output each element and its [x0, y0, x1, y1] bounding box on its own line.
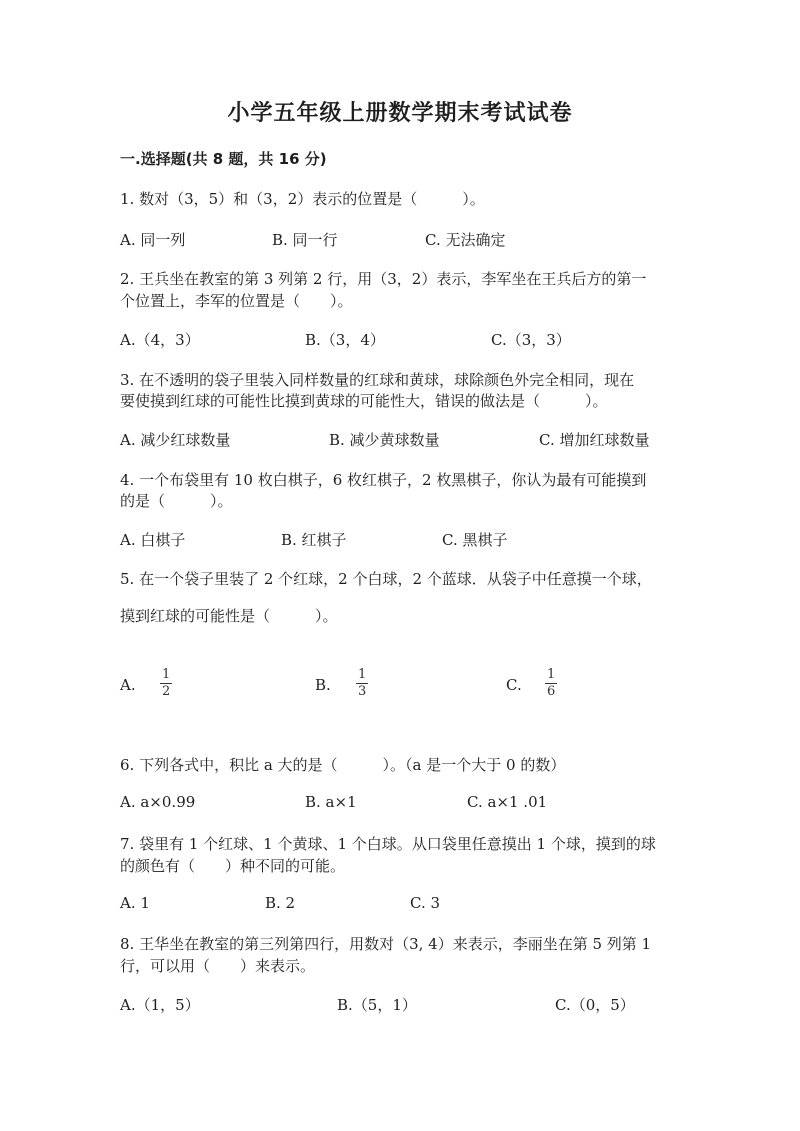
question-2-line-2: 个位置上，李军的位置是（ ）。: [120, 292, 353, 310]
question-5-option-b-label: B.: [315, 676, 331, 694]
question-5-option-c-label: C.: [506, 676, 522, 694]
question-5-option-c-fraction: [545, 668, 557, 699]
question-5-option-a-fraction: [160, 668, 172, 699]
question-8-option-a: A.（1，5）: [120, 996, 200, 1014]
question-3-option-b: B. 减少黄球数量: [329, 431, 440, 449]
question-7-option-c: C. 3: [410, 894, 441, 912]
fraction-numerator: 1: [162, 667, 171, 682]
question-6-option-c: C. a×1 .01: [467, 793, 548, 811]
question-5-option-a-label: A.: [120, 676, 136, 694]
question-5-line-2: 摸到红球的可能性是（ ）。: [120, 607, 338, 625]
question-8-line-1: 8. 王华坐在教室的第三列第四行，用数对（3, 4）来表示，李丽坐在第 5 列第 1: [120, 935, 652, 953]
fraction-numerator: 1: [547, 667, 556, 682]
question-4-line-2: 的是（ ）。: [120, 492, 233, 510]
question-4-line-1: 4. 一个布袋里有 10 枚白棋子，6 枚红棋子，2 枚黑棋子，你认为最有可能摸到: [120, 471, 647, 489]
question-8-line-2: 行，可以用（ ）来表示。: [120, 957, 316, 975]
question-7-line-2: 的颜色有（ ）种不同的可能。: [120, 857, 346, 875]
question-7-line-1: 7. 袋里有 1 个红球、1 个黄球、1 个白球。从口袋里任意摸出 1 个球，摸到的球: [120, 835, 656, 853]
question-5-line-1: 5. 在一个袋子里装了 2 个红球，2 个白球，2 个蓝球．从袋子中任意摸一个球，: [120, 570, 652, 588]
question-1-option-c: C. 无法确定: [425, 231, 506, 249]
question-1-option-b: B. 同一行: [272, 231, 338, 249]
question-8-option-c: C.（0，5）: [555, 996, 635, 1014]
question-4-option-b: B. 红棋子: [281, 531, 347, 549]
question-3-line-1: 3. 在不透明的袋子里装入同样数量的红球和黄球，球除颜色外完全相同，现在: [120, 371, 635, 389]
question-7-option-a: A. 1: [120, 894, 150, 912]
fraction-denominator: 2: [162, 684, 171, 699]
section-heading: 一.选择题(共 8 题，共 16 分): [120, 150, 327, 168]
question-6-line-1: 6. 下列各式中，积比 a 大的是（ ）。（a 是一个大于 0 的数）: [120, 756, 566, 774]
question-1-line-1: 1. 数对（3，5）和（3，2）表示的位置是（ ）。: [120, 190, 485, 208]
question-7-option-b: B. 2: [265, 894, 296, 912]
question-4-option-c: C. 黑棋子: [442, 531, 508, 549]
question-2-option-c: C.（3，3）: [491, 331, 571, 349]
question-4-option-a: A. 白棋子: [120, 531, 186, 549]
fraction-numerator: 1: [358, 667, 367, 682]
question-6-option-b: B. a×1: [305, 793, 357, 811]
page-title: 小学五年级上册数学期末考试试卷: [227, 101, 573, 126]
question-6-option-a: A. a×0.99: [120, 793, 196, 811]
question-5-option-b-fraction: [356, 668, 368, 699]
question-2-option-a: A.（4，3）: [120, 331, 200, 349]
question-2-option-b: B.（3，4）: [305, 331, 385, 349]
question-8-option-b: B.（5，1）: [337, 996, 417, 1014]
question-3-line-2: 要使摸到红球的可能性比摸到黄球的可能性大，错误的做法是（ ）。: [120, 392, 608, 410]
question-3-option-c: C. 增加红球数量: [539, 431, 650, 449]
question-1-option-a: A. 同一列: [120, 231, 186, 249]
fraction-denominator: 6: [547, 684, 556, 699]
question-2-line-1: 2. 王兵坐在教室的第 3 列第 2 行，用（3，2）表示，李军坐在王兵后方的第一: [120, 270, 647, 288]
fraction-denominator: 3: [358, 684, 367, 699]
question-3-option-a: A. 减少红球数量: [120, 431, 231, 449]
